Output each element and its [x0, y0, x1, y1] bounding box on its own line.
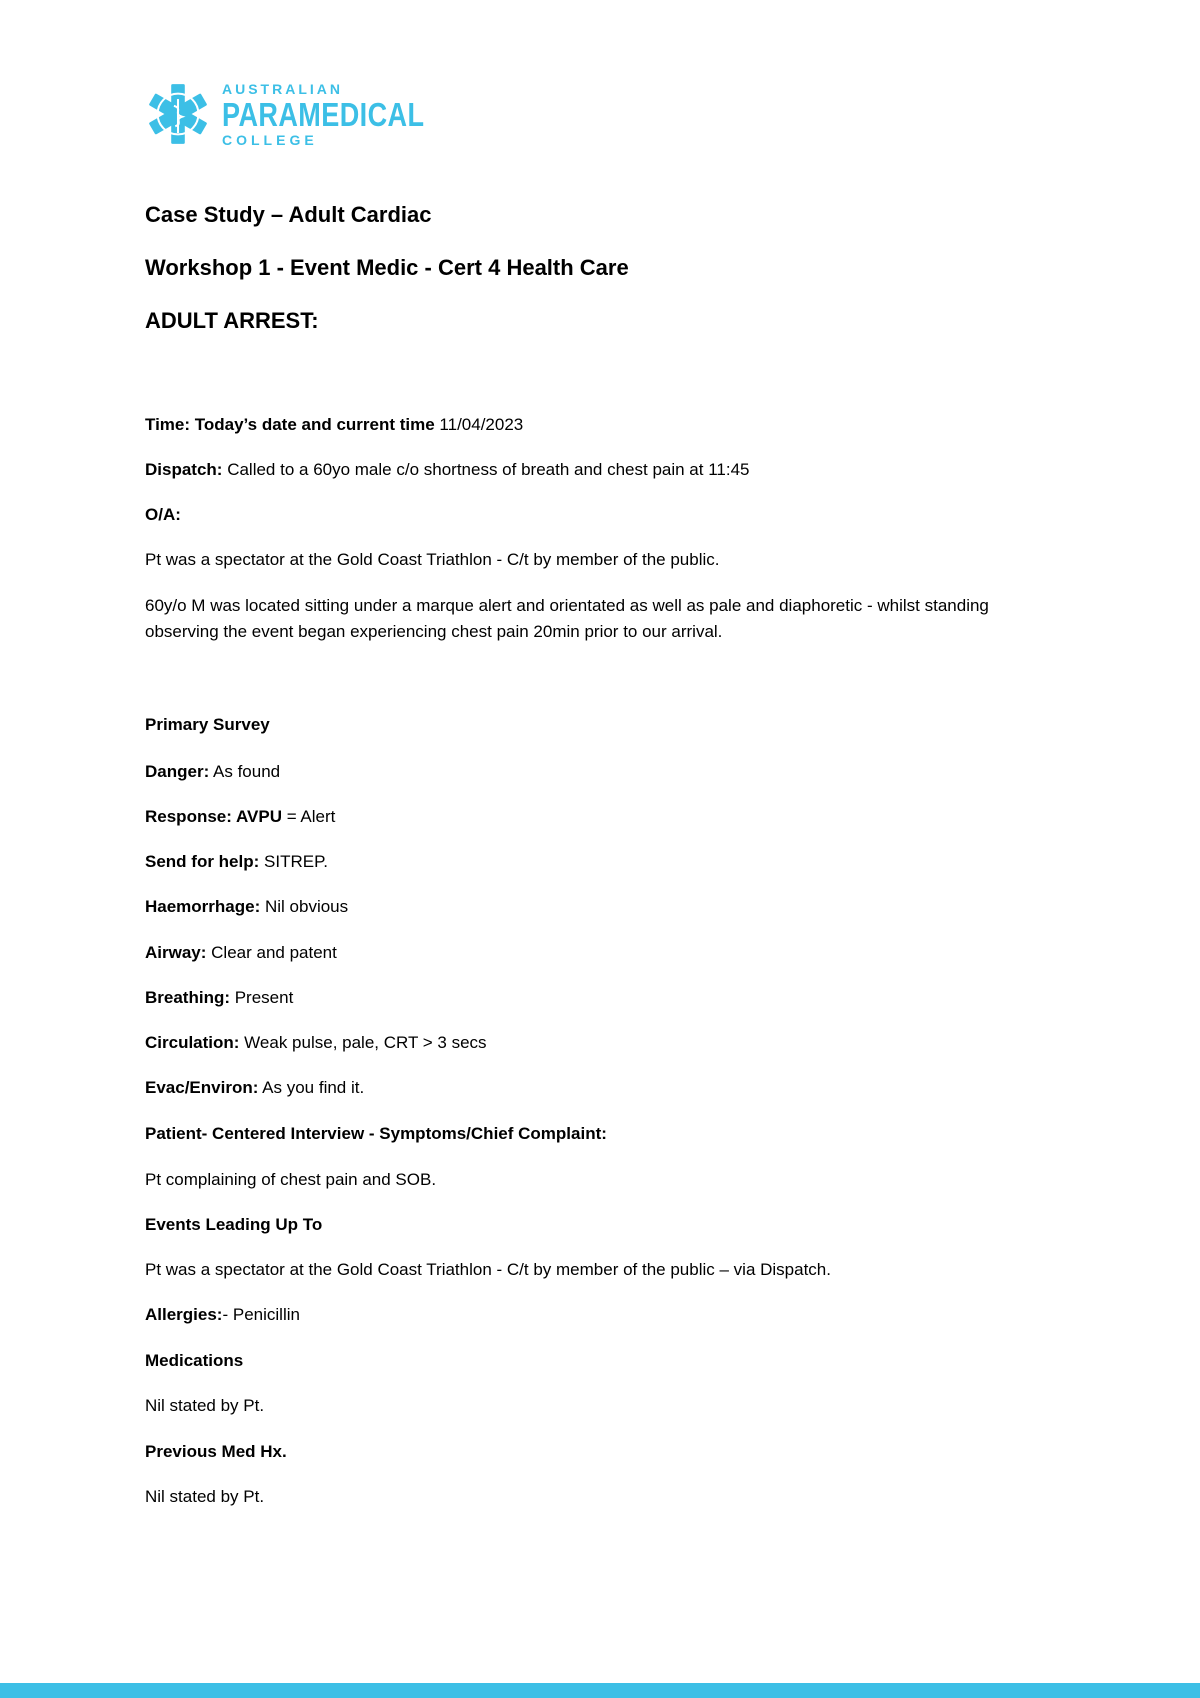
circulation-label: Circulation:: [145, 1033, 240, 1052]
interview-text: Pt complaining of chest pain and SOB.: [145, 1170, 437, 1189]
logo-line-college: COLLEGE: [222, 131, 318, 148]
medications-text: Nil stated by Pt.: [145, 1396, 265, 1415]
oa-line: [145, 505, 181, 525]
dispatch-label: Dispatch:: [145, 460, 223, 479]
primary-survey-label: Primary Survey: [145, 715, 270, 734]
time-value: 11/04/2023: [434, 415, 524, 434]
oa-text-1: Pt was a spectator at the Gold Coast Triathlon - C/t by member of the public.: [145, 550, 720, 569]
logo-wordmark: [222, 82, 469, 147]
adult-arrest-heading: ADULT ARREST:: [145, 308, 319, 333]
time-label: Time: Today’s date and current time: [145, 415, 435, 434]
medications-heading: [145, 1351, 243, 1371]
circulation-value: Weak pulse, pale, CRT > 3 secs: [239, 1033, 487, 1052]
previous-med-hx-heading: [145, 1442, 287, 1462]
breathing-line: [145, 988, 293, 1008]
response-label: Response: AVPU: [145, 807, 282, 826]
send-help-value: SITREP.: [259, 852, 328, 871]
send-help-label: Send for help:: [145, 852, 260, 871]
star-of-life-icon: [144, 78, 212, 150]
response-line: [145, 807, 335, 827]
allergies-value: - Penicillin: [222, 1305, 300, 1324]
time-line: [145, 415, 523, 435]
interview-heading: [145, 1124, 607, 1144]
evac-value: As you find it.: [258, 1078, 365, 1097]
haemorrhage-label: Haemorrhage:: [145, 897, 261, 916]
airway-label: Airway:: [145, 943, 207, 962]
college-logo: [144, 76, 425, 152]
allergies-line: [145, 1305, 300, 1325]
danger-value: As found: [209, 762, 281, 781]
medications-label: Medications: [145, 1351, 244, 1370]
previous-med-hx-text: Nil stated by Pt.: [145, 1487, 265, 1506]
workshop-heading: Workshop 1 - Event Medic - Cert 4 Health Care: [145, 255, 629, 280]
breathing-value: Present: [230, 988, 294, 1007]
primary-survey-heading: [145, 715, 270, 735]
airway-line: [145, 943, 337, 963]
allergies-label: Allergies:: [145, 1305, 223, 1324]
airway-value: Clear and patent: [206, 943, 337, 962]
logo-line-paramedical: PARAMEDICAL: [222, 95, 425, 133]
events-text: Pt was a spectator at the Gold Coast Triathlon - C/t by member of the public – via Dispatch.: [145, 1260, 831, 1279]
circulation-line: [145, 1033, 487, 1053]
footer-accent-bar: [0, 1683, 1200, 1698]
breathing-label: Breathing:: [145, 988, 230, 1007]
oa-label: O/A:: [145, 505, 181, 524]
danger-line: [145, 762, 280, 782]
previous-med-hx-label: Previous Med Hx.: [145, 1442, 287, 1461]
send-help-line: [145, 852, 328, 872]
evac-line: [145, 1078, 364, 1098]
danger-label: Danger:: [145, 762, 210, 781]
haemorrhage-value: Nil obvious: [260, 897, 349, 916]
document-title: Case Study – Adult Cardiac: [145, 202, 432, 227]
oa-text-2: 60y/o M was located sitting under a marque alert and orientated as well as pale and diaphoretic - whilst standing observing the event began experiencing chest pain 20min prior to our arrival.: [145, 596, 989, 641]
logo-line-australian: AUSTRALIAN: [222, 80, 343, 97]
dispatch-value: Called to a 60yo male c/o shortness of breath and chest pain at 11:45: [222, 460, 750, 479]
response-value: = Alert: [281, 807, 336, 826]
events-heading: [145, 1215, 322, 1235]
evac-label: Evac/Environ:: [145, 1078, 259, 1097]
dispatch-line: [145, 460, 750, 480]
events-label: Events Leading Up To: [145, 1215, 323, 1234]
interview-label: Patient- Centered Interview - Symptoms/Chief Complaint:: [145, 1124, 607, 1143]
haemorrhage-line: [145, 897, 348, 917]
